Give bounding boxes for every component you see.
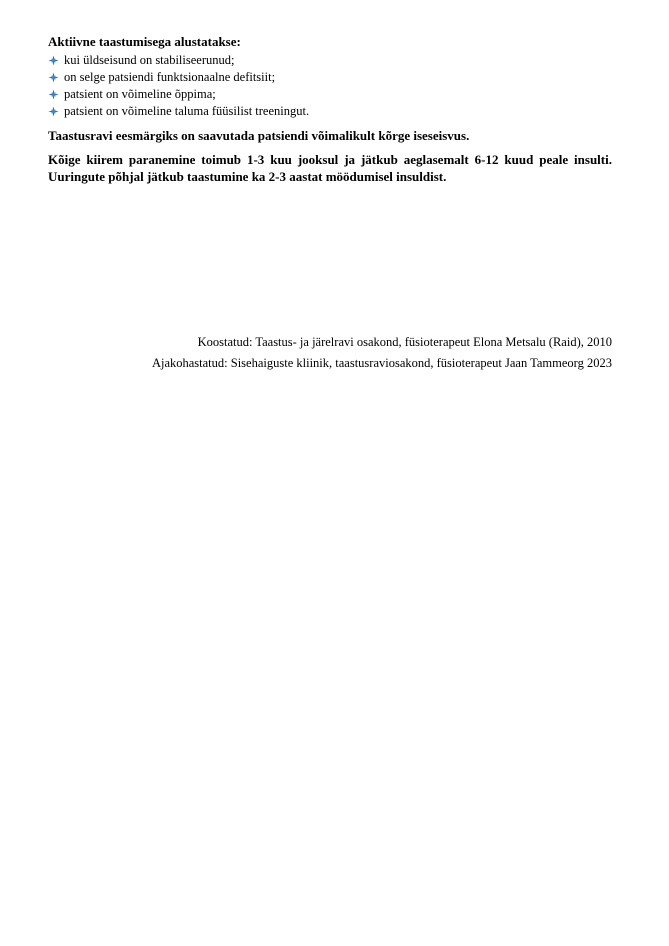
updated-credit: Ajakohastatud: Sisehaiguste kliinik, taastusraviosakond, füsioterapeut Jaan Tammeorg 2023 (151, 356, 612, 370)
section-heading: Aktiivne taastumisega alustatakse: (48, 34, 241, 49)
criteria-list (48, 52, 612, 120)
credits-block (152, 332, 612, 374)
list-item-text: kui üldseisund on stabiliseerunud; (64, 53, 235, 67)
star-bullet-icon (48, 106, 59, 117)
list-item (48, 52, 612, 69)
list-item (48, 69, 612, 86)
list-item-text: on selge patsiendi funktsionaalne defitsiit; (64, 70, 276, 84)
list-item (48, 86, 612, 103)
compiled-credit: Koostatud: Taastus- ja järelravi osakond, füsioterapeut Elona Metsalu (Raid), 2010 (197, 335, 612, 349)
star-bullet-icon (48, 72, 59, 83)
recovery-paragraph: Kõige kiirem paranemine toimub 1-3 kuu jooksul ja jätkub aeglasemalt 6-12 kuud peale insulti. Uuringute põhjal jätkub taastumine ka 2-3 aastat möödumisel insuldist. (48, 152, 612, 184)
star-bullet-icon (48, 89, 59, 100)
document-body (48, 33, 612, 185)
star-bullet-icon (48, 55, 59, 66)
list-item (48, 103, 612, 120)
goal-paragraph: Taastusravi eesmärgiks on saavutada patsiendi võimalikult kõrge iseseisvus. (48, 128, 470, 143)
list-item-text: patsient on võimeline õppima; (64, 87, 216, 101)
list-item-text: patsient on võimeline taluma füüsilist treeningut. (64, 104, 310, 118)
